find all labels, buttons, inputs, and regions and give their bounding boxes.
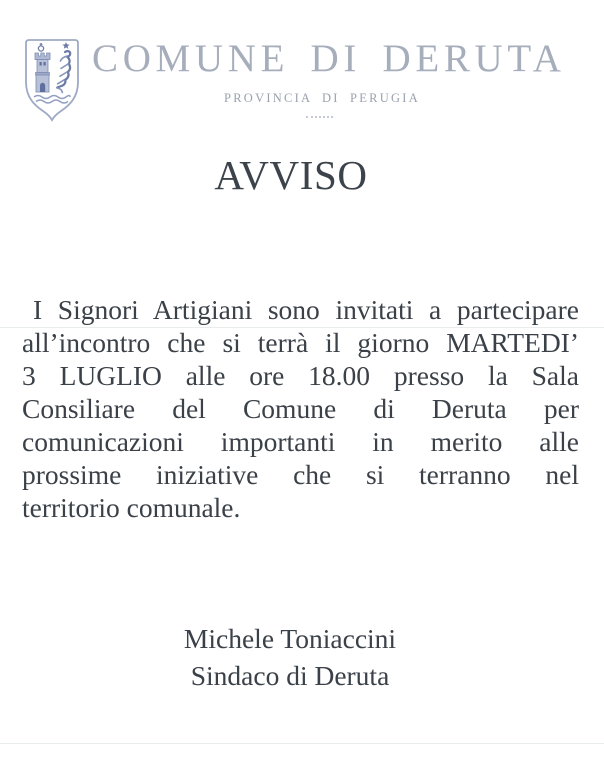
body-line: Consiliare del Comune di Deruta per <box>22 393 579 424</box>
province-name: PROVINCIA DI PERUGIA <box>224 91 420 105</box>
body-line: I Signori Artigiani sono invitati a partecipare <box>33 294 579 325</box>
body-line: territorio comunale. <box>22 492 241 523</box>
body-line: 3 LUGLIO alle ore 18.00 presso la Sala <box>22 360 579 391</box>
municipality-name: COMUNE DI DERUTA <box>92 37 566 80</box>
scan-artifact-line <box>0 743 604 744</box>
signer-role: Sindaco di Deruta <box>190 660 390 691</box>
decorative-rule <box>306 116 333 118</box>
body-line: comunicazioni importanti in merito alle <box>22 426 579 457</box>
coat-of-arms-icon <box>21 36 83 124</box>
notice-title: AVVISO <box>214 152 368 198</box>
body-line: prossime iniziative che si terranno nel <box>22 459 579 490</box>
body-line: all’incontro che si terrà il giorno MARTEDI’ <box>22 327 579 358</box>
signer-name: Michele Toniaccini <box>183 623 397 654</box>
signature-block <box>0 620 580 694</box>
notice-body <box>22 293 579 524</box>
